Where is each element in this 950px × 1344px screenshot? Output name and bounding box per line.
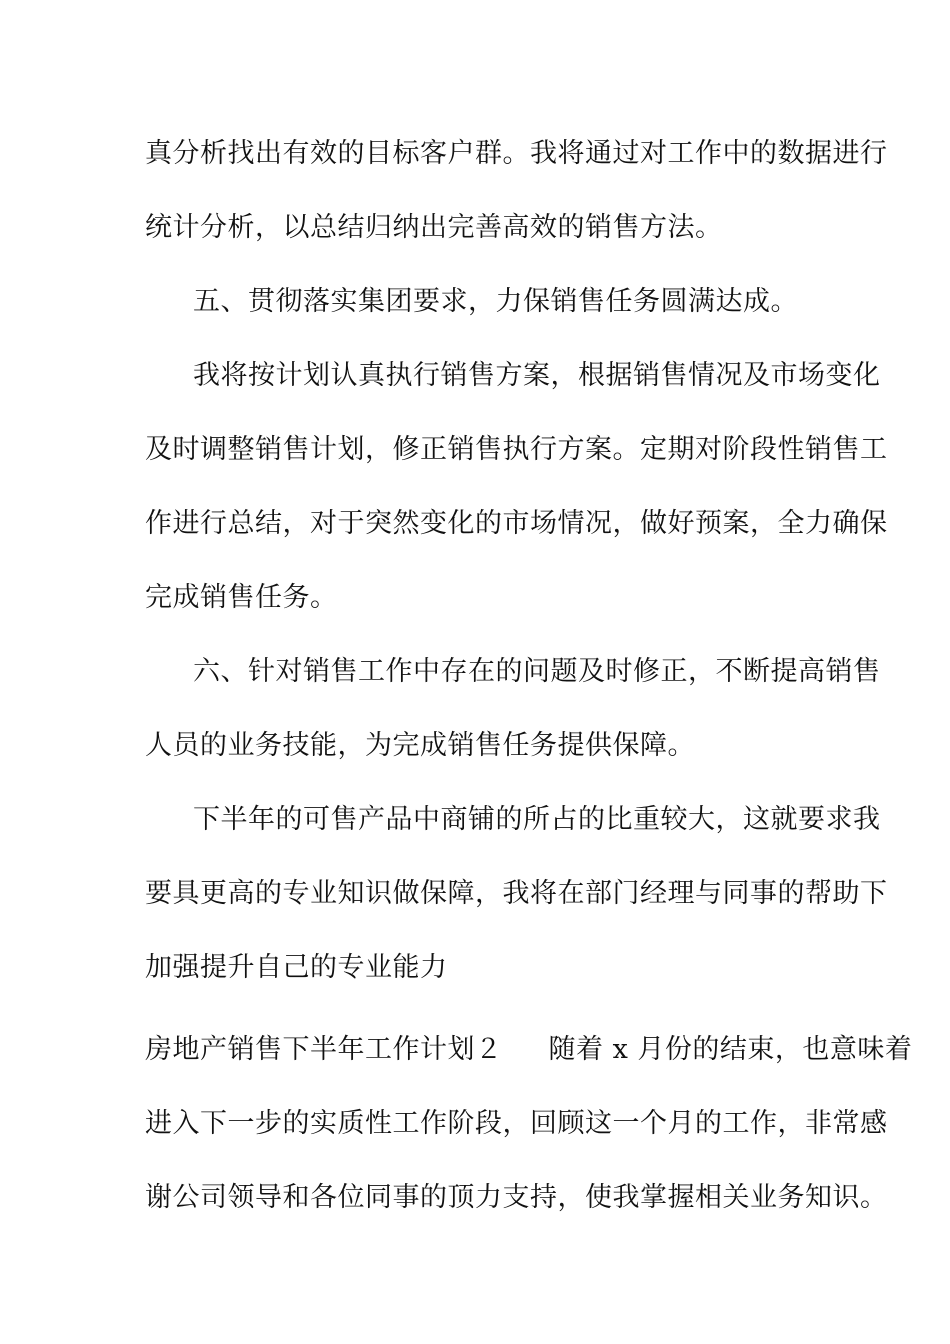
- text-line: 统计分析，以总结归纳出完善高效的销售方法。: [145, 212, 723, 243]
- text-line: 加强提升自己的专业能力: [145, 952, 448, 983]
- section-heading-6: 六、针对销售工作中存在的问题及时修正，不断提高销售: [193, 656, 881, 687]
- text-line: 及时调整销售计划，修正销售执行方案。定期对阶段性销售工: [145, 434, 888, 465]
- text-line: 完成销售任务。: [145, 582, 338, 613]
- section-heading-5: 五、贯彻落实集团要求，力保销售任务圆满达成。: [193, 286, 798, 317]
- text-line: 进入下一步的实质性工作阶段，回顾这一个月的工作，非常感: [145, 1108, 888, 1139]
- text-line: 谢公司领导和各位同事的顶力支持，使我掌握相关业务知识。: [145, 1182, 888, 1213]
- text-line: 真分析找出有效的目标客户群。我将通过对工作中的数据进行: [145, 138, 888, 169]
- section-continuation: 随着 x 月份的结束，也意味着: [548, 1034, 913, 1065]
- text-line: 下半年的可售产品中商铺的所占的比重较大，这就要求我: [193, 804, 881, 835]
- section-title: 房地产销售下半年工作计划２: [145, 1034, 503, 1065]
- text-line: 我将按计划认真执行销售方案，根据销售情况及市场变化: [193, 360, 881, 391]
- section-title-line: [145, 1033, 913, 1067]
- text-line: 人员的业务技能，为完成销售任务提供保障。: [145, 730, 695, 761]
- text-line: 要具更高的专业知识做保障，我将在部门经理与同事的帮助下: [145, 878, 888, 909]
- text-line: 作进行总结，对于突然变化的市场情况，做好预案，全力确保: [145, 508, 888, 539]
